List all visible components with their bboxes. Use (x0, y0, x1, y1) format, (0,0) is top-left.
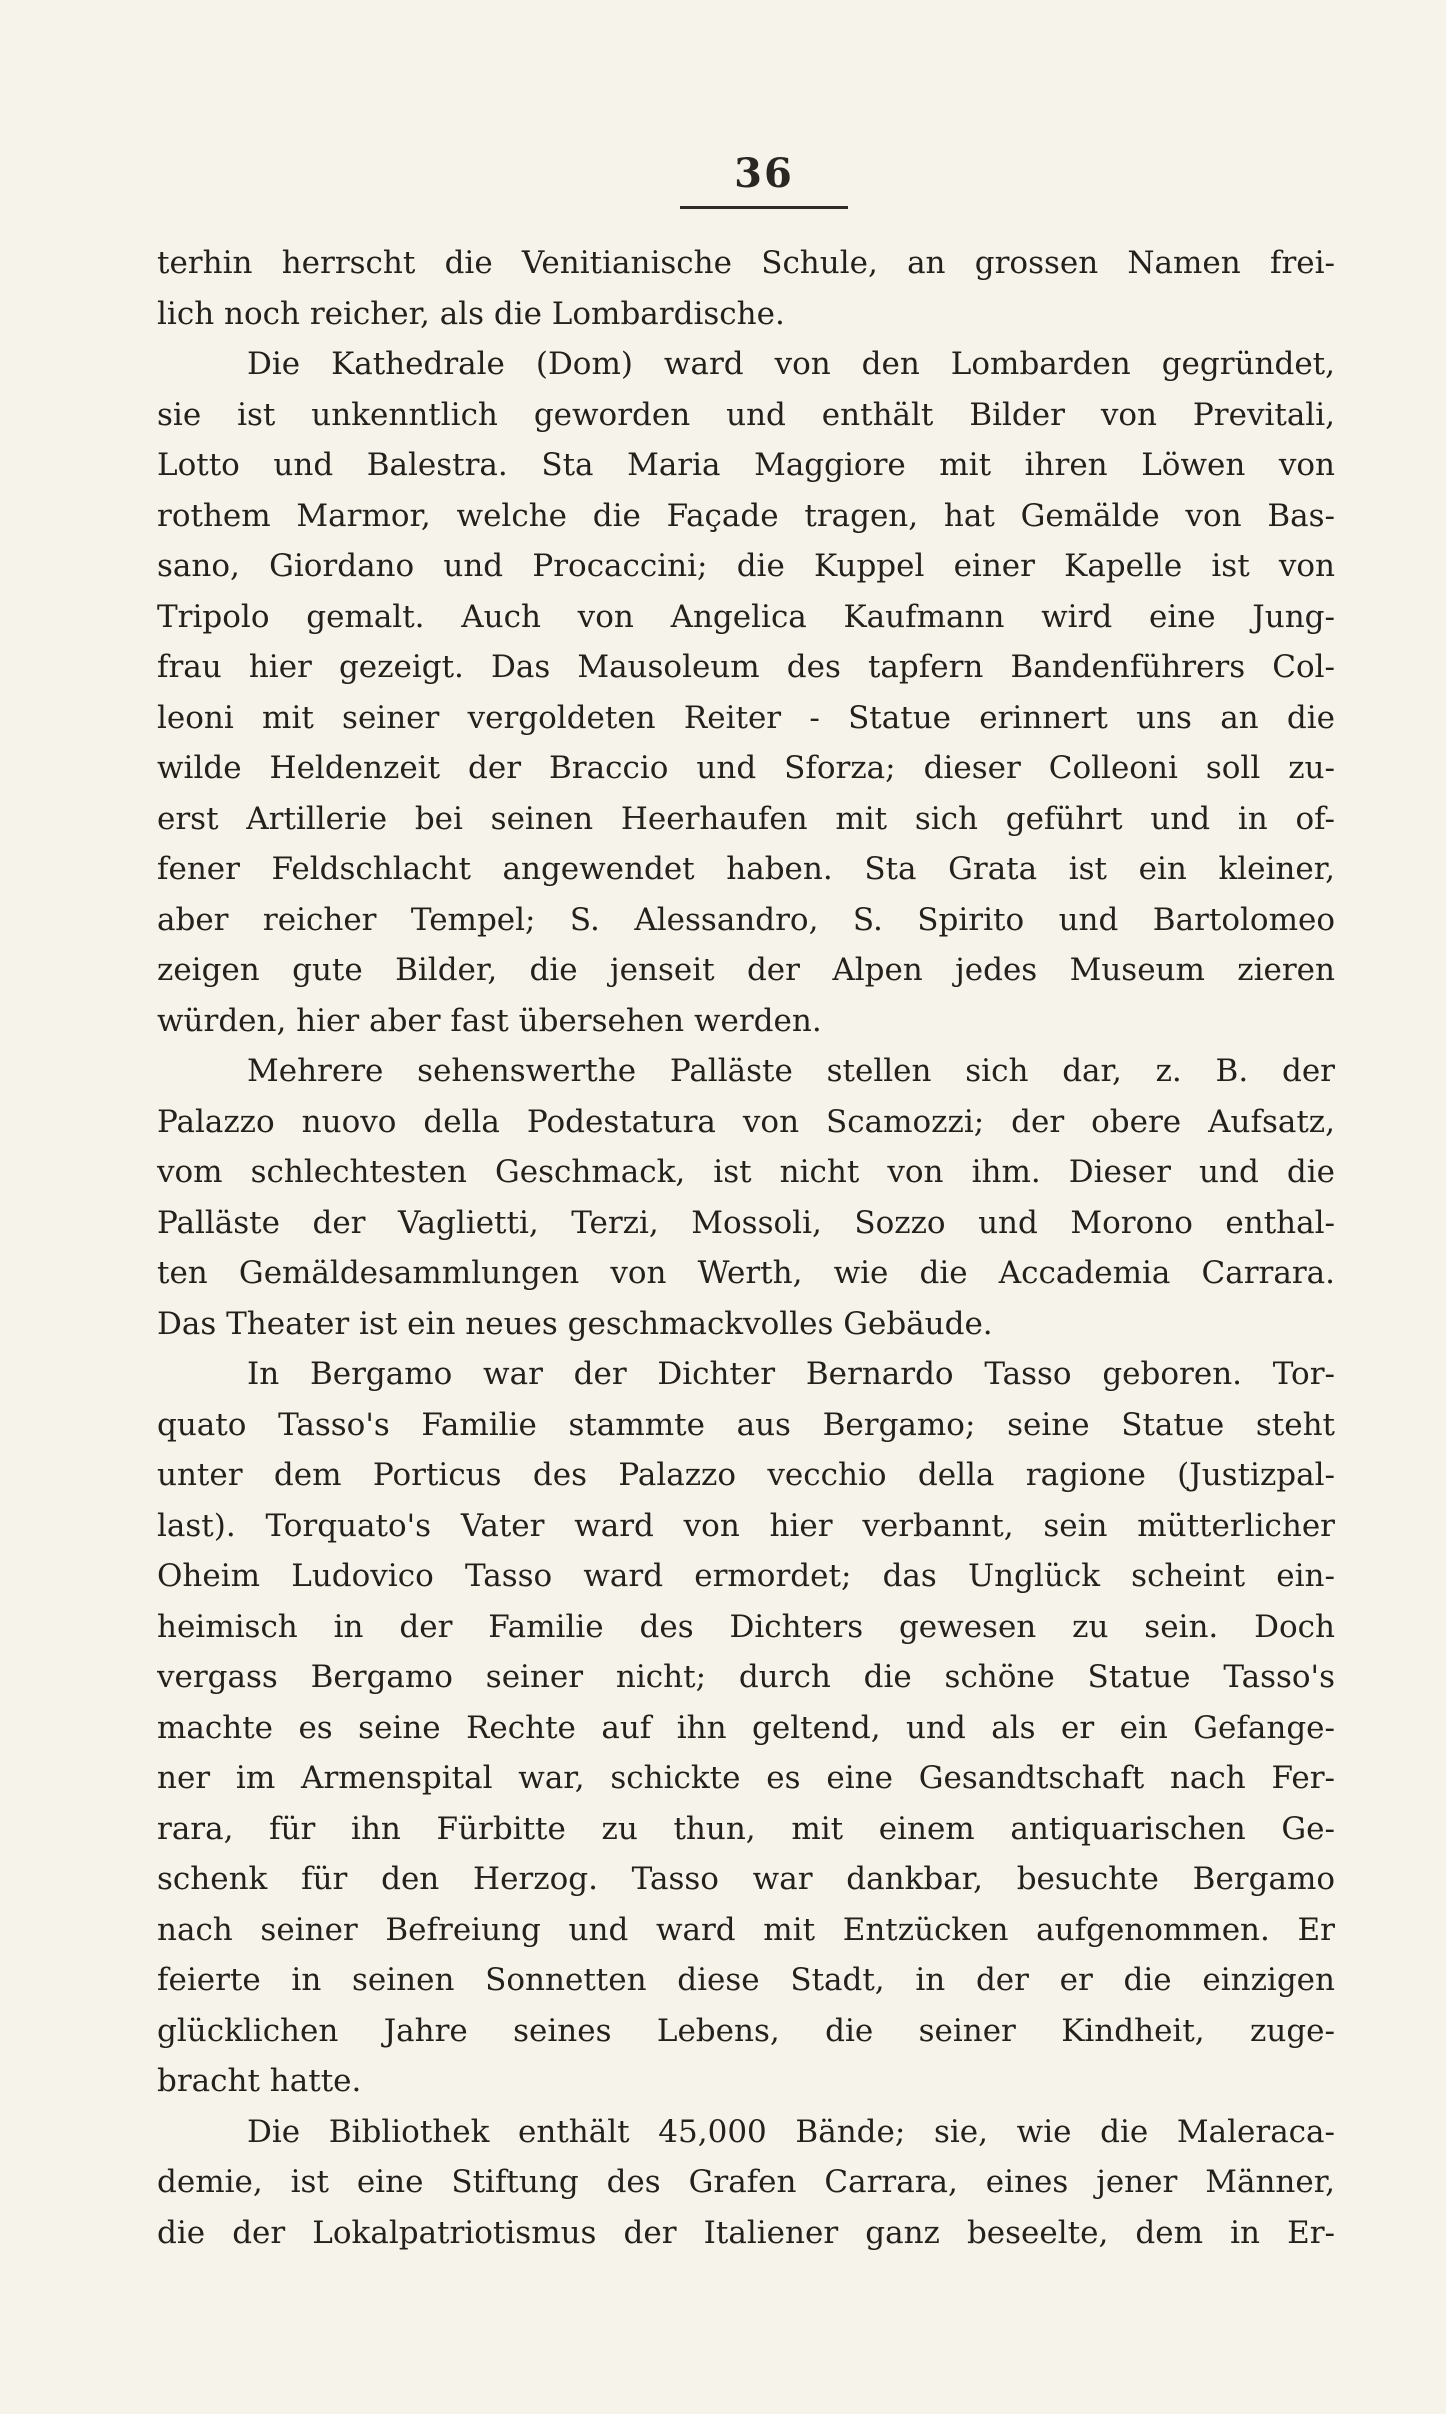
text-line: erst Artillerie bei seinen Heerhaufen mit sich geführt und in of- (157, 800, 1335, 837)
text-line: wilde Heldenzeit der Braccio und Sforza; dieser Colleoni soll zu- (157, 750, 1335, 786)
text-line: würden, hier aber fast übersehen werden. (157, 1002, 822, 1039)
text-line: zeigen gute Bilder, die jenseit der Alpen jedes Museum zieren (157, 952, 1335, 988)
text-line: terhin herrscht die Venitianische Schule, an grossen Namen frei- (157, 245, 1335, 281)
text-line: bracht hatte. (157, 2063, 362, 2099)
text-line: ten Gemäldesammlungen von Werth, wie die Accademia Carrara. (157, 1255, 1335, 1291)
text-line: feierte in seinen Sonnetten diese Stadt, in der er die einzigen (157, 1962, 1335, 1998)
text-line: heimisch in der Familie des Dichters gewesen zu sein. Doch (157, 1608, 1335, 1645)
text-line: demie, ist eine Stiftung des Grafen Carrara, eines jener Männer, (157, 2164, 1335, 2200)
text-line: Die Bibliothek enthält 45,000 Bände; sie, wie die Maleraca- (247, 2113, 1335, 2150)
text-line: nach seiner Befreiung und ward mit Entzücken aufgenommen. Er (157, 1911, 1335, 1948)
text-line: Lotto und Balestra. Sta Maria Maggiore mit ihren Löwen von (157, 447, 1335, 483)
text-line: quato Tasso's Familie stammte aus Bergamo; seine Statue steht (157, 1406, 1335, 1443)
text-line: die der Lokalpatriotismus der Italiener ganz beseelte, dem in Er- (157, 2214, 1335, 2251)
text-line: Oheim Ludovico Tasso ward ermordet; das Unglück scheint ein- (157, 1558, 1335, 1594)
body-text (157, 238, 1335, 2258)
text-line: rothem Marmor, welche die Façade tragen, hat Gemälde von Bas- (157, 497, 1335, 534)
header-rule (680, 206, 848, 209)
text-line: aber reicher Tempel; S. Alessandro, S. Spirito und Bartolomeo (157, 901, 1335, 938)
text-line: vergass Bergamo seiner nicht; durch die schöne Statue Tasso's (157, 1659, 1335, 1695)
text-line: Palazzo nuovo della Podestatura von Scamozzi; der obere Aufsatz, (157, 1103, 1335, 1140)
text-line: leoni mit seiner vergoldeten Reiter - Statue erinnert uns an die (157, 699, 1335, 736)
text-line: vom schlechtesten Geschmack, ist nicht von ihm. Dieser und die (157, 1154, 1335, 1190)
text-line: ner im Armenspital war, schickte es eine Gesandtschaft nach Fer- (157, 1760, 1335, 1796)
text-line: sano, Giordano und Procaccini; die Kuppel einer Kapelle ist von (157, 548, 1335, 584)
text-line: glücklichen Jahre seines Lebens, die seiner Kindheit, zuge- (157, 2012, 1335, 2049)
text-line: sie ist unkenntlich geworden und enthält Bilder von Previtali, (157, 396, 1335, 433)
text-line: Palläste der Vaglietti, Terzi, Mossoli, Sozzo und Morono enthal- (157, 1204, 1335, 1241)
text-line: rara, für ihn Fürbitte zu thun, mit einem antiquarischen Ge- (157, 1810, 1335, 1847)
text-line: lich noch reicher, als die Lombardische. (157, 295, 785, 332)
text-line: frau hier gezeigt. Das Mausoleum des tapfern Bandenführers Col- (157, 649, 1335, 685)
text-line: machte es seine Rechte auf ihn geltend, und als er ein Gefange- (157, 1709, 1335, 1746)
text-line: Tripolo gemalt. Auch von Angelica Kaufmann wird eine Jung- (157, 598, 1335, 635)
text-line: fener Feldschlacht angewendet haben. Sta Grata ist ein kleiner, (157, 851, 1335, 887)
text-line: In Bergamo war der Dichter Bernardo Tasso geboren. Tor- (247, 1356, 1335, 1392)
text-line: Die Kathedrale (Dom) ward von den Lombarden gegründet, (247, 346, 1335, 382)
text-line: Das Theater ist ein neues geschmackvolles Gebäude. (157, 1305, 993, 1342)
text-line: last). Torquato's Vater ward von hier verbannt, sein mütterlicher (157, 1507, 1335, 1544)
text-line: Mehrere sehenswerthe Palläste stellen sich dar, z. B. der (247, 1053, 1335, 1089)
text-line: schenk für den Herzog. Tasso war dankbar, besuchte Bergamo (157, 1861, 1335, 1897)
page-number: 36 (734, 150, 794, 197)
text-line: unter dem Porticus des Palazzo vecchio della ragione (Justizpal- (157, 1457, 1335, 1493)
